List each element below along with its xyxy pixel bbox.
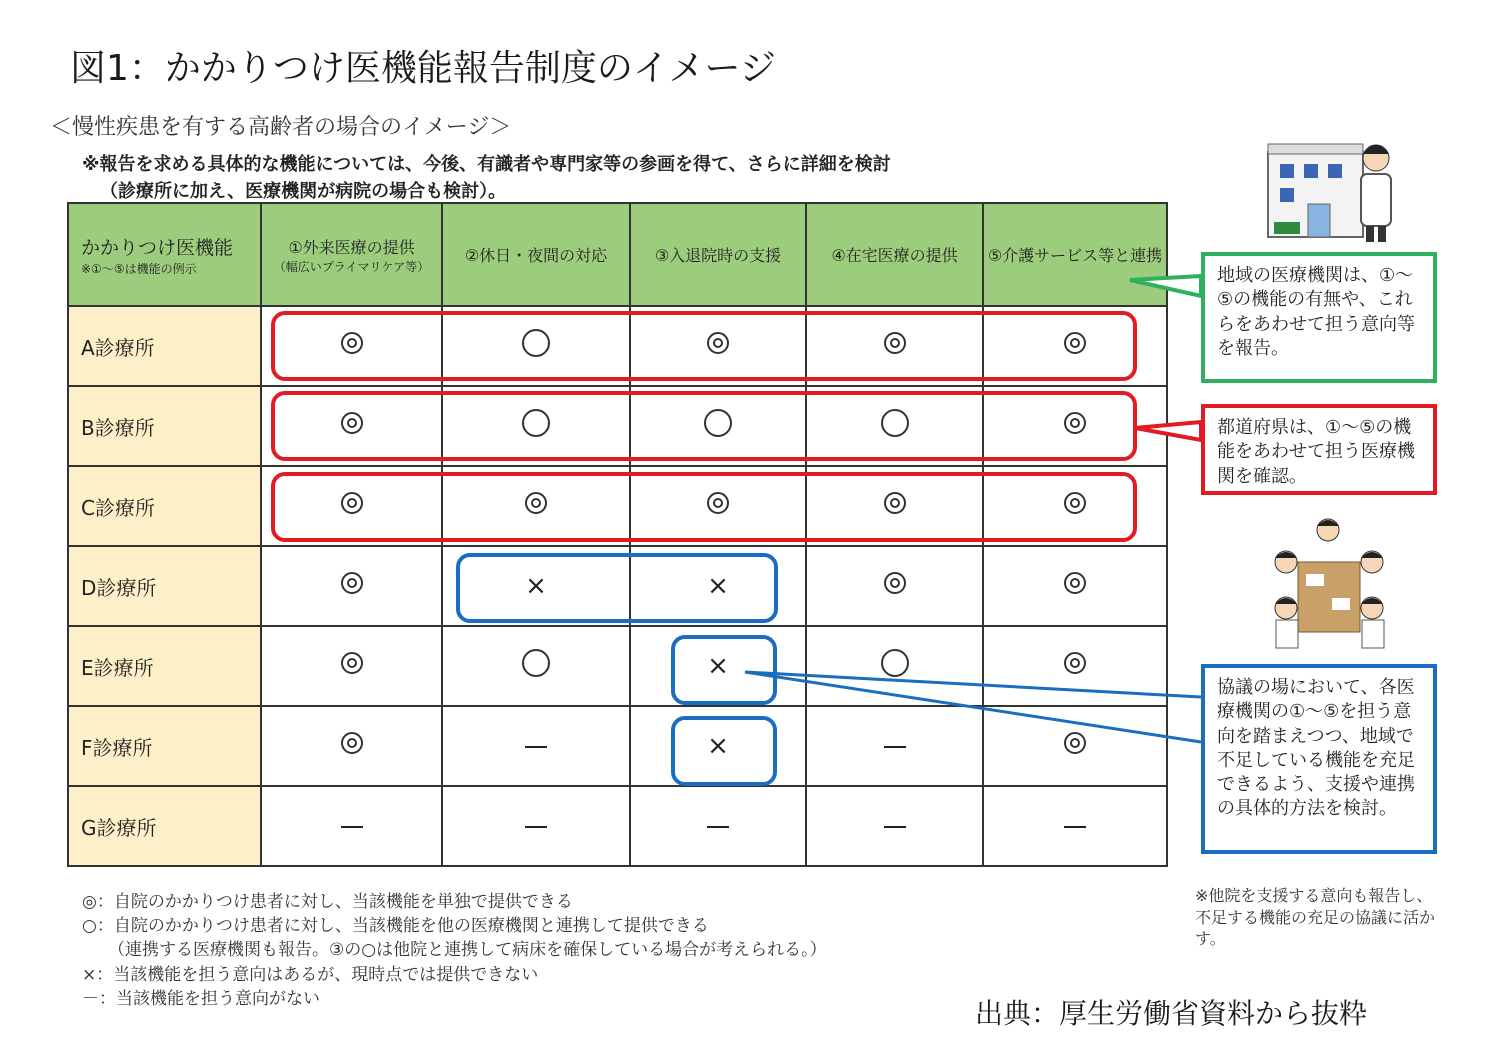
callout-blue: 協議の場において、各医療機関の①～⑤を担う意向を踏まえつつ、地域で不足している機能を充足できるよう、支援や連携の具体的方法を検討。 [1201,664,1437,854]
note-line-1: ※報告を求める具体的な機能については、今後、有識者や専門家等の参画を得て、さらに詳細を検討 [82,154,891,175]
clinic-doctor-illustration [1258,132,1408,247]
callout-red: 都道府県は、①～⑤の機能をあわせて担う医療機関を確認。 [1201,404,1437,495]
legend-double-circle: ◎：自院のかかりつけ患者に対し、当該機能を単独で提供できる [82,892,573,912]
note-line-2: （診療所に加え、医療機関が病院の場合も検討）。 [100,181,507,202]
corner-label: かかりつけ医機能 [81,236,234,259]
column-header-sub: （幅広いプライマリケア等） [273,259,430,274]
side-note: ※他院を支援する意向も報告し、不足する機能の充足の協議に活かす。 [1195,886,1436,949]
row-label: D診療所 [68,546,261,626]
column-header-label: ⑤介護サービス等と連携 [987,246,1163,265]
row-label: G診療所 [68,786,261,866]
blue-pointer-1 [745,672,1201,697]
legend-circle: ○：自院のかかりつけ患者に対し、当該機能を他の医療機関と連携して提供できる [82,916,709,936]
legend-dash: －：当該機能を担う意向がない [82,989,320,1009]
subtitle: ＜慢性疾患を有する高齢者の場合のイメージ＞ [50,115,512,140]
cross-mark: × [707,651,729,681]
green-pointer [1130,276,1201,296]
legend-circle-note: （連携する医療機関も報告。③の○は他院と連携して病床を確保している場合が考えられる。） [108,940,827,960]
cross-mark: × [707,571,729,601]
callout-green: 地域の医療機関は、①～⑤の機能の有無や、これらをあわせて担う意向等を報告。 [1201,252,1437,383]
corner-sub: ※①～⑤は機能の例示 [81,261,197,276]
legend-cross: ×：当該機能を担う意向はあるが、現時点では提供できない [82,965,539,985]
row-label: F診療所 [68,706,261,786]
row-label: A診療所 [68,306,261,386]
column-header-label: ①外来医療の提供 [288,237,415,257]
source-credit: 出典：厚生労働省資料から抜粋 [975,997,1368,1030]
row-label: B診療所 [68,386,261,466]
column-header-label: ④在宅医療の提供 [831,246,958,265]
blue-pointer-2 [745,672,1201,742]
red-pointer [1135,422,1201,440]
column-header-label: ②休日・夜間の対応 [464,246,608,265]
row-label: E診療所 [68,626,261,706]
figure-title: 図1：かかりつけ医機能報告制度のイメージ [70,48,776,89]
meeting-illustration [1270,512,1390,652]
cross-mark: × [525,571,547,601]
cross-mark: × [707,731,729,761]
row-label: C診療所 [68,466,261,546]
column-header-label: ③入退院時の支援 [654,246,782,265]
